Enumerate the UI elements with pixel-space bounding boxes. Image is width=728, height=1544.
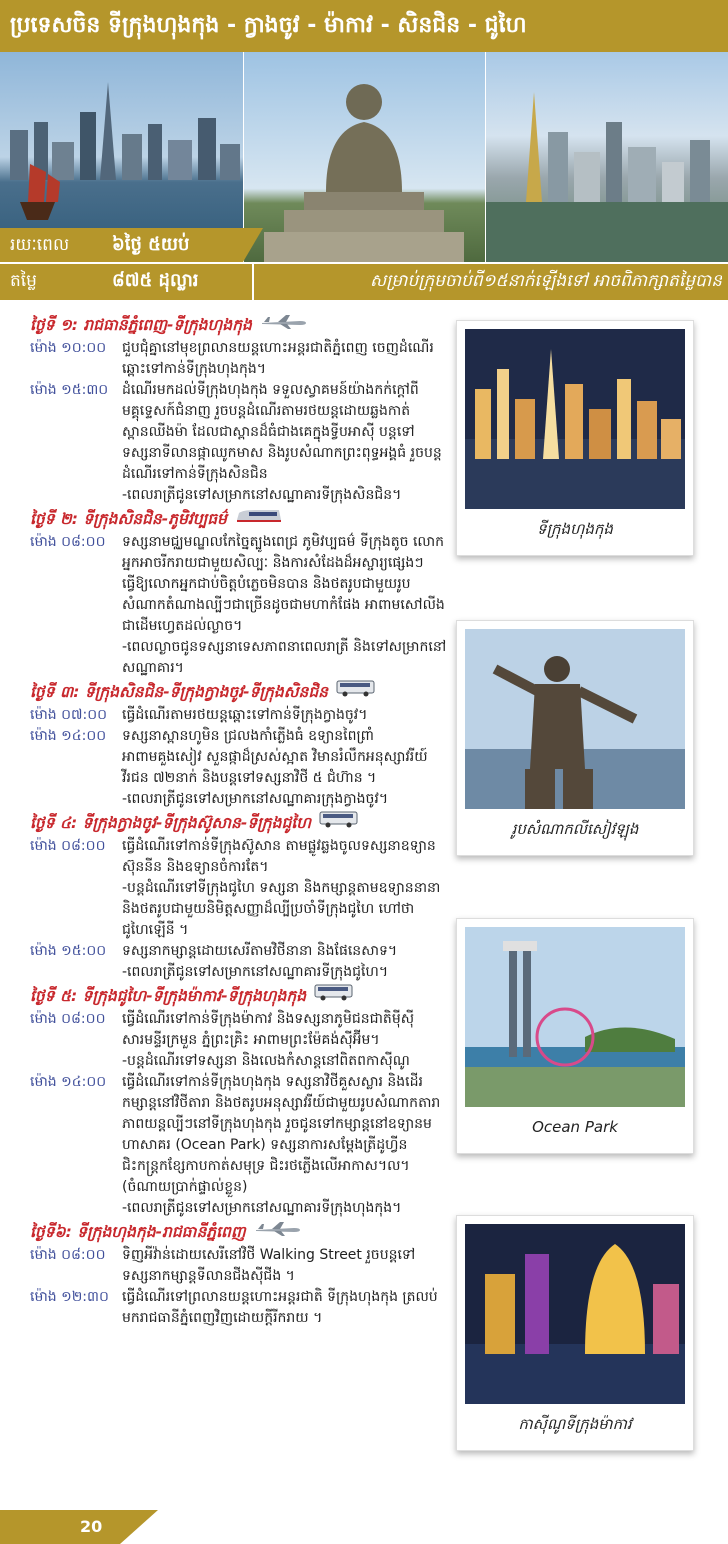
event-time: ម៉ោង ១៤:០០ <box>30 728 107 744</box>
macau-city-photo <box>486 52 728 262</box>
event-time: ម៉ោង ០៧:០០ <box>30 707 108 723</box>
event-description: ទិញអីវ៉ាន់ដោយសេរីនៅវិថី Walking Street រួចបន្តទៅទស្សនាកម្សាន្តទីលានជីងស៊ីជីង ។ <box>122 1247 416 1284</box>
airplane-icon <box>260 312 308 338</box>
day-title <box>30 1219 448 1245</box>
schedule-item <box>30 1072 448 1198</box>
day-block <box>30 679 448 810</box>
schedule-item <box>30 637 448 679</box>
event-time: ម៉ោង ០៨:០០ <box>30 838 106 854</box>
photo-frame-hong-kong <box>456 320 694 556</box>
price-label: តម្លៃ <box>10 271 37 291</box>
duration-label: រយៈពេល <box>10 235 70 255</box>
day-title <box>30 810 448 836</box>
day-title-text: ថ្ងៃទី ៤: ទីក្រុងក្វាងចូវ-ទីក្រុងស៊ូសាន-ទីក្រុងជូហៃ <box>30 814 311 832</box>
day-title-text: ថ្ងៃទី ៣: ទីក្រុងសិនជិន-ទីក្រុងក្វាងចូវ-ទីក្រុងសិនជិន <box>30 683 329 701</box>
schedule-item <box>30 1198 448 1219</box>
event-description: ធ្វើដំណើរតាមរថយន្តឆ្ពោះទៅកាន់ទីក្រុងក្វាងចូវ។ <box>122 707 368 723</box>
event-description: ទស្សនាមជ្ឈមណ្ឌលកែច្នៃត្បូងពេជ្រ ភូមិវប្បធម៌ ទីក្រុងតូច លោកអ្នកអាចរីករាយជាមួយសិល្បៈ និងការសំដែងដ៏អស្ចារ្យផ្សេងៗ ធ្វើឱ្យលោកអ្នកជាប់ចិត្តបំភ្លេចមិនបាន និងថតរូបជាមួយរូបសំណាកតំណាងល្បីៗជាច្រើនដូចជាមហាកំផែង អាពាមសៅលីងជាដើមហ្វេតដល់ល្ងាច។ <box>122 534 445 634</box>
macau-casino-photo <box>465 1224 685 1404</box>
event-time: ម៉ោង ១៥:៣០ <box>30 382 109 398</box>
event-description: ដំណើរមកដល់ទីក្រុងហុងកុង ទទួលស្វាគមន៍យ៉ាងកក់ក្តៅពីមគ្គុទ្ទេសក៍ជំនាញ រួចបន្តដំណើរតាមរថយន្តដោយឆ្លងកាត់ស្ពានឈីងម៉ា ដែលជាស្ពានដ៏ធំជាងគេក្នុងទ្វីបអាស៊ី បន្តទៅទស្សនាទីលានផ្កាឈូកមាស និងរូបសំណាកព្រះពុទ្ធអង្គធំ រួចបន្តដំណើរទៅកាន់ទីក្រុងសិនជិន <box>122 382 442 482</box>
schedule-item <box>30 726 448 789</box>
ocean-park-photo <box>465 927 685 1107</box>
photo-frame-macau-casino <box>456 1215 694 1451</box>
event-description: ទស្សនាកម្សាន្តដោយសេរីតាមវិថីនានា និងផែនេសាទ។ <box>122 943 398 959</box>
duration-bar <box>0 228 243 262</box>
schedule-item <box>30 1009 448 1051</box>
event-description: ធ្វើដំណើរទៅព្រលានយន្តហោះអន្តរជាតិ ទីក្រុងហុងកុង ត្រលប់មករាជធានីភ្នំពេញវិញដោយក្តីរីករាយ ។ <box>122 1289 438 1326</box>
schedule-item <box>30 532 448 637</box>
event-description: -បន្តដំណើរទៅទស្សនា និងលេងកំសាន្តនៅពិតពកាស៊ីណូ <box>122 1053 410 1069</box>
bus-icon <box>319 810 359 836</box>
event-description: ធ្វើដំណើរទៅកាន់ទីក្រុងស៊ូសាន តាមផ្លូវឆ្លងចូលទស្សនាឧទ្យានស៊ុននីន និងឧទ្យានចំការតែ។ <box>122 838 436 875</box>
event-time: ម៉ោង ០៨:០០ <box>30 1011 106 1027</box>
photo-frame-bruce-lee <box>456 620 694 856</box>
day-title <box>30 983 448 1009</box>
event-time: ម៉ោង ០៨:០០ <box>30 534 106 550</box>
day-block <box>30 506 448 679</box>
event-time: ម៉ោង ១២:៣០ <box>30 1289 109 1305</box>
schedule-item <box>30 705 448 726</box>
bus-icon <box>336 679 376 705</box>
train-icon <box>235 506 283 532</box>
event-description: ធ្វើដំណើរទៅកាន់ទីក្រុងហុងកុង ទស្សនាវិថីគួសស្លារ និងដើរកម្សាន្តនៅវិថីតារា និងថតរូបអនុស្សាវរីយ៍ជាមួយរូបសំណាកតារាភាពយន្តល្បីៗនៅទីក្រុងហុងកុង រួចជូនទៅកម្សាន្តនៅឧទ្យានមហាសាគរ (Ocean Park) ទស្សនាការសម្តែងត្រីដូហ្វីន ជិះកន្រ្តកខ្សែកាបកាត់សមុទ្រ ជិះរថភ្លើងលើអាកាស។ល។ (ចំណាយប្រាក់ផ្ទាល់ខ្លួន) <box>122 1074 441 1195</box>
group-discount-note: សម្រាប់ក្រុមចាប់ពី១៥នាក់ឡើងទៅ អាចពិភាក្សាតម្លៃបាន <box>370 271 722 291</box>
day-title-text: ថ្ងៃទី ៥: ទីក្រុងជូហៃ-ទីក្រុងម៉ាកាវ-ទីក្រុងហុងកុង <box>30 987 307 1005</box>
day-title <box>30 506 448 532</box>
day-block <box>30 1219 448 1329</box>
airplane-icon <box>254 1219 302 1245</box>
price-value: ៨៧៥ ដុល្លារ <box>112 270 199 291</box>
day-title-text: ថ្ងៃទី៦: ទីក្រុងហុងកុង-រាជធានីភ្នំពេញ <box>30 1223 246 1241</box>
schedule-item <box>30 941 448 962</box>
photo-frame-ocean-park <box>456 918 694 1154</box>
photo-caption: រូបសំណាកលីសៀវឡុង <box>511 820 639 838</box>
event-time: ម៉ោង ០៨:០០ <box>30 1247 106 1263</box>
schedule-item <box>30 1245 448 1287</box>
photo-caption: កាស៊ីណូទីក្រុងម៉ាកាវ <box>518 1415 632 1433</box>
photo-caption: ទីក្រុងហុងកុង <box>537 520 613 538</box>
day-title <box>30 679 448 705</box>
hong-kong-night-photo <box>465 329 685 509</box>
schedule-item <box>30 1287 448 1329</box>
day-block <box>30 983 448 1219</box>
itinerary <box>30 312 448 1329</box>
price-bar <box>0 262 728 300</box>
event-time: ម៉ោង ១០:០០ <box>30 340 107 356</box>
event-time: ម៉ោង ១៤:០០ <box>30 1074 107 1090</box>
event-description: -ពេលរាត្រីជូនទៅសម្រាកនៅសណ្ឋាគារក្រុងក្វាងចូវ។ <box>122 791 389 807</box>
event-description: -បន្តដំណើរទៅទីក្រុងជូហៃ ទស្សនា និងកម្សាន្តតាមឧទ្យាននានា និងថតរូបជាមួយនិមិត្តសញ្ញាដ៏ល្បីប្រចាំទីក្រុងជូហៃ ហៅថា ជូហៃឡើនី ។ <box>122 880 441 938</box>
day-block <box>30 810 448 983</box>
event-description: ជួបជុំគ្នានៅមុខព្រលានយន្តហោះអន្តរជាតិភ្នំពេញ ចេញដំណើរឆ្ពោះទៅកាន់ទីក្រុងហុងកុង។ <box>122 340 434 377</box>
duration-value: ៦ថ្ងៃ ៥យប់ <box>112 234 190 255</box>
event-description: -ពេលរាត្រីជូនទៅសម្រាកនៅសណ្ឋាគារទីក្រុងជូហៃ។ <box>122 964 389 980</box>
bruce-lee-statue-photo <box>465 629 685 809</box>
event-time: ម៉ោង ១៥:០០ <box>30 943 107 959</box>
event-description: ធ្វើដំណើរទៅកាន់ទីក្រុងម៉ាកាវ និងទស្សនាភូមិជនជាតិម៉ីស៊ី សារមន្ទីរក្រមួន ភ្នំព្រះគ្រិះ អាពាមព្រះម៉ែគង់ស៊ីអ៊ីម។ <box>122 1011 415 1048</box>
schedule-item <box>30 789 448 810</box>
event-description: -ពេលរាត្រីជូនទៅសម្រាកនៅសណ្ឋាគារទីក្រុងហុងកុង។ <box>122 1200 402 1216</box>
page-title: ប្រទេសចិន ទីក្រុងហុងកុង - ក្វាងចូវ - ម៉ាកាវ - សិនជិន - ជូហៃ <box>10 13 527 38</box>
schedule-item <box>30 380 448 485</box>
event-description: -ពេលរាត្រីជូនទៅសម្រាកនៅសណ្ឋាគារទីក្រុងសិនជិន។ <box>122 487 402 503</box>
day-block <box>30 312 448 506</box>
schedule-item <box>30 878 448 941</box>
day-title-text: ថ្ងៃទី ២: ទីក្រុងសិនជិន-ភូមិវប្បធម៌ <box>30 510 227 528</box>
title-banner <box>0 0 728 52</box>
schedule-item <box>30 962 448 983</box>
day-title-text: ថ្ងៃទី ១: រាជធានីភ្នំពេញ-ទីក្រុងហុងកុង <box>30 316 252 334</box>
schedule-item <box>30 338 448 380</box>
event-description: ទស្សនាស្ពានហូមិន ជ្រលងកាំភ្លើងធំ ឧទ្យានពៃព្រាំ អាពាមគួងសៀវ សួនផ្កាដ៏ស្រស់ស្អាត វិមានរំលឹកអនុស្សាវរីយ៍វីរជន ៧២នាក់ និងបន្តទៅទស្សនាវិថី ៥ ជំហ៊ាន ។ <box>122 728 428 786</box>
page-number: 20 <box>80 1517 103 1536</box>
photo-caption: Ocean Park <box>532 1118 618 1136</box>
bus-icon <box>314 983 354 1009</box>
schedule-item <box>30 1051 448 1072</box>
schedule-item <box>30 485 448 506</box>
event-description: -ពេលល្ងាចជូនទស្សនាទេសភាពនាពេលរាត្រី និងទៅសម្រាកនៅសណ្ឋាគារ។ <box>122 639 447 676</box>
big-buddha-photo <box>244 52 485 262</box>
day-title <box>30 312 448 338</box>
schedule-item <box>30 836 448 878</box>
